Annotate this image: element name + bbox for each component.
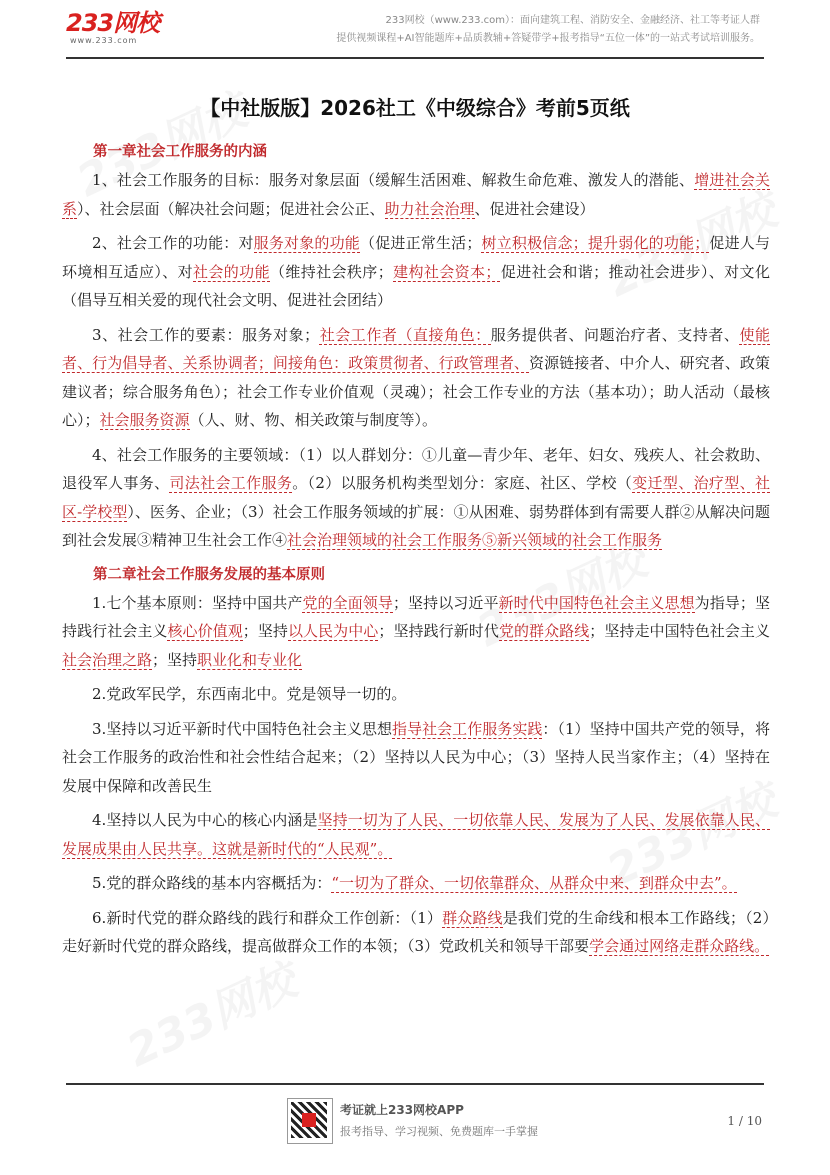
highlight: 坚持一切为了人民、一切依靠人民、发展为了人民、发展依靠人民、发展成果由人民共享。这就是新时代的“人民观”。 bbox=[62, 811, 770, 858]
highlight: 间接角色：政策贯彻者、行政管理者、 bbox=[272, 354, 530, 372]
highlight: 社会治理领域的社会工作服务⑤新兴领域的社会工作服务 bbox=[287, 531, 663, 549]
highlight: 新时代中国特色社会主义思想 bbox=[498, 593, 695, 612]
watermark bbox=[115, 945, 305, 1079]
highlight: 助力社会治理 bbox=[384, 199, 475, 218]
highlight: 树立积极信念；提升弱化的功能； bbox=[481, 234, 710, 252]
highlight: 党的全面领导 bbox=[302, 593, 393, 612]
paragraph: 3、社会工作的要素：服务对象；社会工作者（直接角色：服务提供者、问题治疗者、支持者、使能者、行为倡导者、关系协调者；间接角色：政策贯彻者、行政管理者、资源链接者、中介人、研究者、政策建议者；综合服务角色）；社会工作专业价值观（灵魂）；社会工作专业的方法（基本功）；助人活动（最核心）；社会服务资源（人、财、物、相关政策与制度等）。 bbox=[62, 325, 770, 429]
highlight: 学会通过网络走群众路线。 bbox=[589, 937, 770, 955]
page-header bbox=[0, 0, 830, 60]
paragraph: 3.坚持以习近平新时代中国特色社会主义思想指导社会工作服务实践：（1）坚持中国共产党的领导，将社会工作服务的政治性和社会性结合起来；（2）坚持以人民为中心；（3）坚持人民当家作主；（4）坚持在发展中保障和改善民生 bbox=[62, 719, 770, 795]
highlight: 社会的功能 bbox=[193, 262, 270, 281]
footer-app-promo[interactable]: 考证就上233网校APP bbox=[340, 1103, 464, 1117]
footer-divider bbox=[66, 1083, 764, 1085]
highlight: 使能者、行为倡导者、关系协调者； bbox=[62, 325, 770, 372]
highlight: 社会工作者（直接角色： bbox=[319, 325, 491, 344]
paragraph: 2、社会工作的功能：对服务对象的功能（促进正常生活；树立积极信念；提升弱化的功能；促进人与环境相互适应）、对社会的功能（维持社会秩序；建构社会资本；促进社会和谐；推动社会进步）、对文化（倡导互相关爱的现代社会文明、促进社会团结） bbox=[62, 234, 770, 309]
highlight: 核心价值观 bbox=[167, 622, 243, 640]
highlight: 党的群众路线 bbox=[498, 622, 590, 640]
header-description bbox=[320, 12, 760, 48]
header-divider bbox=[66, 57, 764, 59]
site-logo[interactable] bbox=[66, 10, 176, 44]
paragraph: 5.党的群众路线的基本内容概括为：“一切为了群众、一切依靠群众、从群众中来、到群众中去”。 bbox=[92, 874, 737, 892]
paragraph: 1.七个基本原则：坚持中国共产党的全面领导；坚持以习近平新时代中国特色社会主义思想为指导；坚持践行社会主义核心价值观；坚持以人民为中心；坚持践行新时代党的群众路线；坚持走中国特色社会主义社会治理之路；坚持职业化和专业化 bbox=[62, 593, 770, 669]
highlight: 社会治理之路 bbox=[62, 650, 153, 669]
page-number: 1 / 10 bbox=[727, 1114, 762, 1128]
paragraph: 1、社会工作服务的目标：服务对象层面（缓解生活困难、解救生命危难、激发人的潜能、增进社会关系）、社会层面（解决社会问题；促进社会公正、助力社会治理、促进社会建设） bbox=[62, 171, 770, 218]
highlight: 指导社会工作服务实践 bbox=[392, 719, 543, 738]
document-title: 【中社版版】2026社工《中级综合》考前5页纸 bbox=[200, 96, 630, 120]
highlight: “一切为了群众、一切依靠群众、从群众中来、到群众中去”。 bbox=[331, 874, 737, 892]
highlight: 群众路线 bbox=[442, 908, 503, 927]
highlight: 建构社会资本； bbox=[392, 262, 501, 281]
header-desc-line2: 提供视频课程+AI智能题库+品质教辅+答疑带学+报考指导“五位一体”的一站式考试培训服务。 bbox=[336, 33, 760, 44]
highlight: 变迁型、治疗型、社区-学校型 bbox=[62, 474, 770, 521]
paragraph: 4.坚持以人民为中心的核心内涵是坚持一切为了人民、一切依靠人民、发展为了人民、发展依靠人民、发展成果由人民共享。这就是新时代的“人民观”。 bbox=[62, 811, 770, 858]
paragraph: 6.新时代党的群众路线的践行和群众工作创新：（1）群众路线是我们党的生命线和根本工作路线；（2）走好新时代党的群众路线，提高做群众工作的本领；（3）党政机关和领导干部要学会通过网络走群众路线。 bbox=[62, 908, 771, 955]
header-desc-line1: 233网校（www.233.com）：面向建筑工程、消防安全、金融经济、社工等考证人群 bbox=[385, 15, 760, 26]
qr-code-icon[interactable] bbox=[287, 1098, 333, 1144]
logo-url: www.233.com bbox=[70, 36, 138, 45]
chapter-1-heading: 第一章社会工作服务的内涵 bbox=[93, 144, 267, 160]
document-body bbox=[62, 138, 770, 961]
logo-text: 233网校 bbox=[66, 9, 160, 37]
highlight: 职业化和专业化 bbox=[197, 650, 303, 669]
paragraph: 4、社会工作服务的主要领域：（1）以人群划分：①儿童—青少年、老年、妇女、残疾人、社会救助、退役军人事务、司法社会工作服务。（2）以服务机构类型划分：家庭、社区、学校（变迁型、治疗型、社区-学校型）、医务、企业；（3）社会工作服务领域的扩展：①从困难、弱势群体到有需要人群②从解决问题到社会发展③精神卫生社会工作④社会治理领域的社会工作服务⑤新兴领域的社会工作服务 bbox=[62, 445, 770, 549]
highlight: 增进社会关系 bbox=[62, 171, 770, 218]
footer-app-subtitle: 报考指导、学习视频、免费题库一手掌握 bbox=[340, 1125, 538, 1138]
paragraph: 2.党政军民学，东西南北中。党是领导一切的。 bbox=[92, 685, 407, 703]
highlight: 社会服务资源 bbox=[99, 411, 190, 429]
highlight: 司法社会工作服务 bbox=[169, 474, 293, 492]
chapter-2-heading: 第二章社会工作服务发展的基本原则 bbox=[93, 566, 325, 583]
highlight: 以人民为中心 bbox=[287, 622, 379, 640]
highlight: 服务对象的功能 bbox=[253, 234, 360, 252]
